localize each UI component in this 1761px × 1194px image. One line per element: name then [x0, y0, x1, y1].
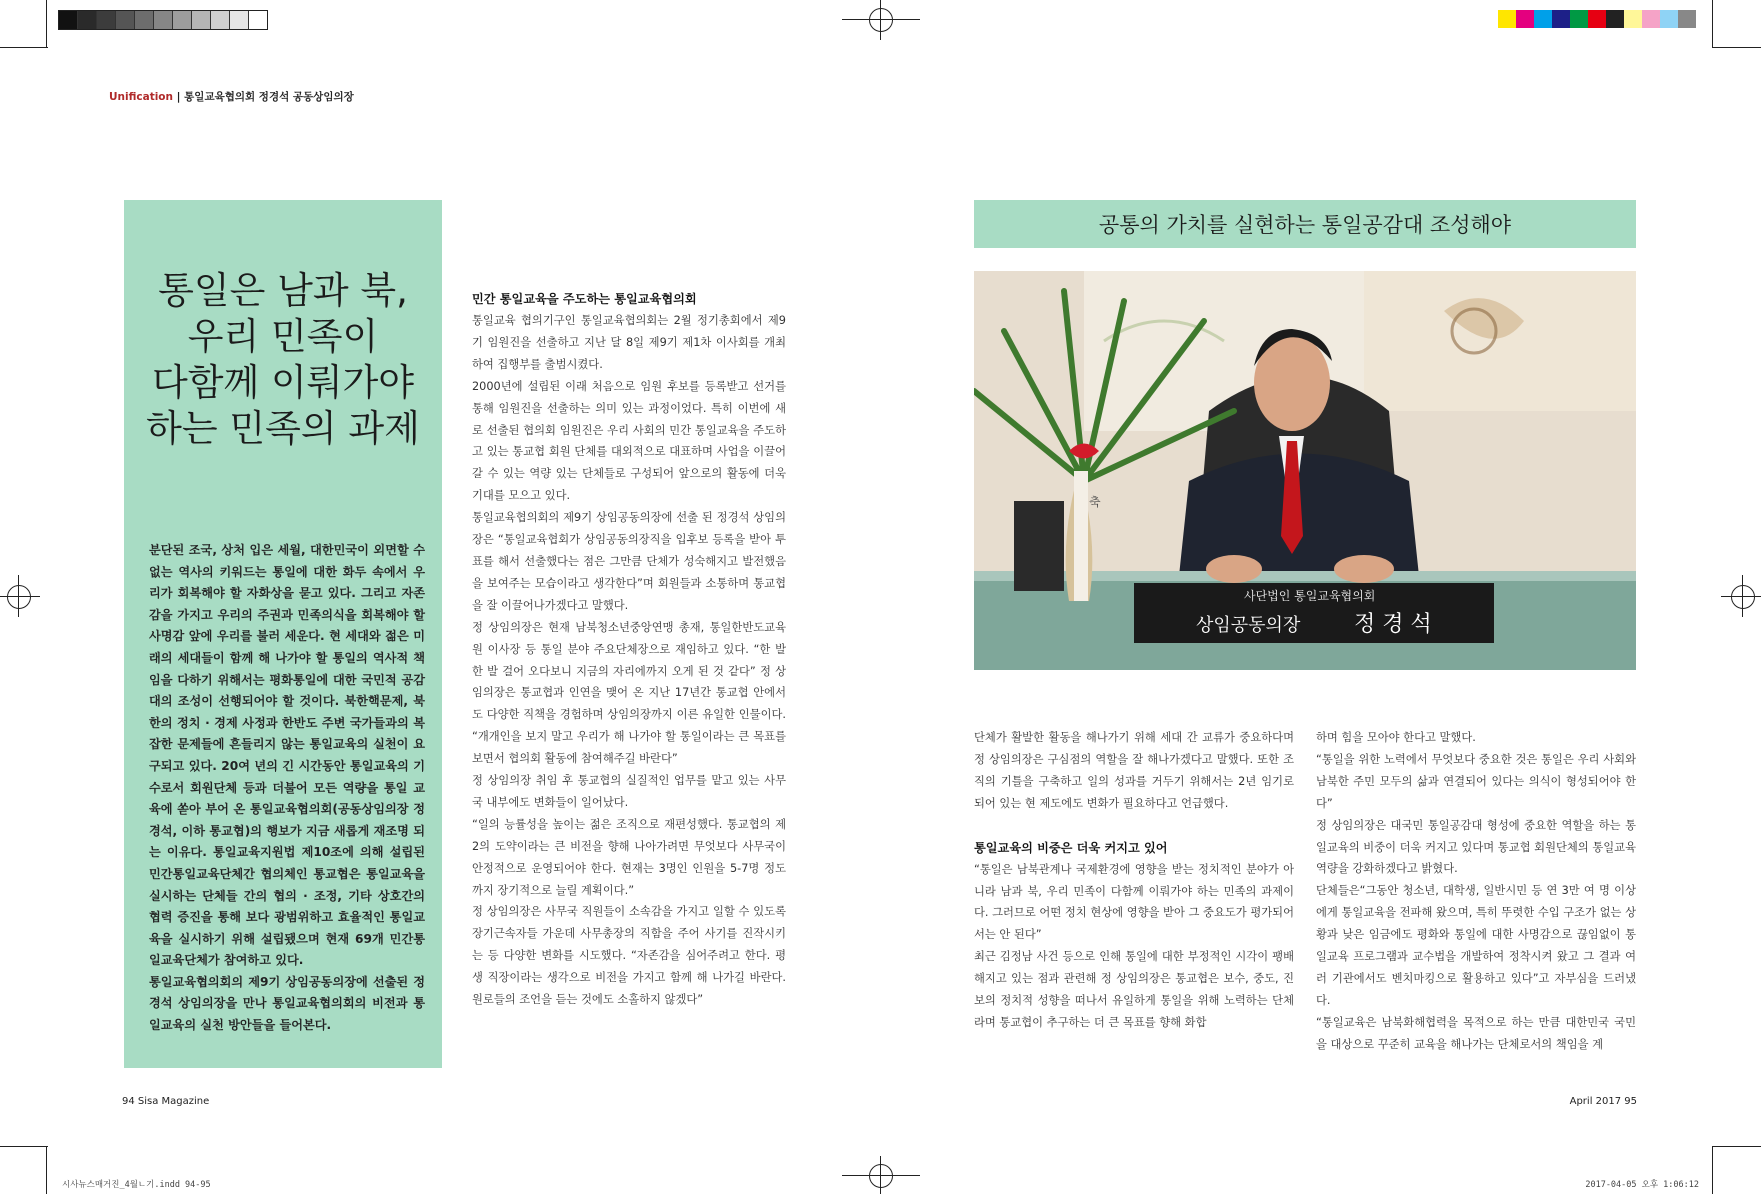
- body-paragraph: 단체들은“그동안 청소년, 대학생, 일반시민 등 연 3만 여 명 이상에게 통일교육을 전파해 왔으며, 특히 뚜렷한 수입 구조가 없는 상황과 낮은 임금에도 평화와 통일에 대한 사명감으로 끊임없이 통일교육 프로그램과 교수법을 개발하여 정착시켜 왔고 그 결과 여러 기관에서도 벤치마킹으로 활용하고 있다”고 자부심을 드러냈다.: [1316, 884, 1636, 1007]
- section-subhead: 통일교육의 비중은 더욱 커지고 있어: [974, 840, 1168, 855]
- headline-line: 통일은 남과 북,: [158, 269, 408, 312]
- headline-line: 하는 민족의 과제: [146, 407, 420, 450]
- body-paragraph: 정 상임의장은 현재 남북청소년중앙연맹 총재, 통일한반도교육원 이사장 등 통일 분야 주요단체장으로 재임하고 있다. “한 발 한 발 걸어 오다보니 지금의 자리에까지 오게 된 것 같다” 정 상임의장은 통교협과 인연을 맺어 온 지난 17년간 통교협 안에서도 다양한 직책을 경험하며 상임의장까지 이른 유일한 인물이다. “개개인을 보지 말고 우리가 해 나가야 할 통일이라는 큰 목표를 보면서 협의회 활동에 참여해주길 바란다”: [472, 620, 786, 766]
- intro-text: [149, 540, 425, 1037]
- running-header: [109, 89, 354, 104]
- nameplate-title: 상임공동의장: [1196, 615, 1301, 636]
- article-title-bar: 공통의 가치를 실현하는 통일공감대 조성해야: [974, 200, 1636, 248]
- header-separator: |: [176, 91, 181, 103]
- body-paragraph: 최근 김정남 사건 등으로 인해 통일에 대한 부정적인 시각이 팽배해지고 있는 점과 관련해 정 상임의장은 통교협은 보수, 중도, 진보의 정치적 성향을 떠나서 유일하게 통일을 위해 노력하는 단체라며 통교협이 추구하는 더 큰 목표를 향해 화합: [974, 950, 1294, 1029]
- intro-paragraph: 분단된 조국, 상처 입은 세월, 대한민국이 외면할 수 없는 역사의 키워드는 통일에 대한 화두 속에서 우리가 회복해야 할 자화상을 묻고 있다. 그리고 자존감을 가지고 우리의 주권과 민족의식을 회복해야 할 사명감 앞에 우리를 불러 세운다. 현 세대와 젊은 미래의 세대들이 함께 해 나가야 할 통일의 역사적 책임을 다하기 위해서는 평화통일에 대한 국민적 공감대의 조성이 선행되어야 할 것이다. 북한핵문제, 북한의 정치 · 경제 사정과 한반도 주변 국가들과의 복잡한 문제들에 흔들리지 않는 통일교육의 실천이 요구되고 있다. 20여 년의 긴 시간동안 통일교육의 기수로서 회원단체 등과 더불어 모든 역량을 통일 교육에 쏟아 부어 온 통일교육협의회(공동상임의장 정경석, 이하 통교협)의 행보가 지금 새롭게 재조명 되는 이유다. 통일교육지원법 제10조에 의해 설립된 민간통일교육단체간 협의체인 통교협은 통일교육을 실시하는 단체들 간의 협의 · 조정, 기타 상호간의 협력 증진을 통해 보다 광범위하고 효율적인 통일교육을 실시하기 위해 설립됐으며 현재 69개 민간통일교육단체가 참여하고 있다.: [149, 543, 425, 968]
- ribbon-text: 축: [1089, 495, 1101, 509]
- photo-illustration: [974, 271, 1636, 670]
- page-footer-left: 94 Sisa Magazine: [122, 1096, 210, 1107]
- process-color-bar: [1498, 10, 1696, 28]
- headline-line: 우리 민족이: [187, 315, 379, 358]
- body-paragraph: “통일교육은 남북화해협력을 목적으로 하는 만큼 대한민국 국민을 대상으로 꾸준히 교육을 해나가는 단체로서의 책임을 계: [1316, 1015, 1636, 1051]
- page-footer-right: April 2017 95: [1569, 1096, 1637, 1107]
- body-paragraph: 2000년에 설립된 이래 처음으로 임원 후보를 등록받고 선거를 통해 임원진을 선출하는 의미 있는 과정이었다. 특히 이번에 새로 선출된 협의회 임원진은 우리 사회의 민간 통일교육을 주도하고 있는 통교협 회원 단체를 대외적으로 대표하며 사업을 이끌어 갈 수 있는 역량 있는 단체들로 구성되어 앞으로의 활동에 더욱 기대를 모으고 있다.: [472, 379, 786, 503]
- article-column-4: [1316, 727, 1636, 1056]
- body-paragraph: 정 상임의장은 사무국 직원들이 소속감을 가지고 일할 수 있도록 장기근속자들 가운데 사무총장의 직함을 주어 사기를 진작시키는 등 다양한 변화를 시도했다. “자존감을 심어주려고 한다. 평생 직장이라는 생각으로 비전을 가지고 함께 해 나가길 바란다. 원로들의 조언을 듣는 것에도 소홀하지 않겠다”: [472, 905, 786, 1007]
- nameplate-org: 사단법인 통일교육협의회: [1244, 589, 1376, 603]
- portrait-photo: [974, 271, 1636, 670]
- headline-line: 다함께 이뤄가야: [152, 361, 414, 404]
- grayscale-color-bar: [58, 10, 268, 30]
- main-headline: [124, 268, 442, 452]
- body-paragraph: 정 상임의장 취임 후 통교협의 실질적인 업무를 맡고 있는 사무국 내부에도 변화들이 일어났다.: [472, 774, 786, 809]
- body-paragraph: 하며 힘을 모아야 한다고 말했다.: [1316, 731, 1476, 744]
- intro-paragraph: 통일교육협의회의 제9기 상임공동의장에 선출된 정경석 상임의장을 만나 통일교육협의회의 비전과 통일교육의 실천 방안들을 들어본다.: [149, 974, 425, 1033]
- body-paragraph: 통일교육협의회의 제9기 상임공동의장에 선출 된 정경석 상임의장은 “통일교육협회가 상임공동의장직을 입후보 등록을 받아 투표를 해서 선출했다는 점은 그만큼 단체가 성숙해지고 발전했음을 보여주는 모습이라고 생각한다”며 회원들과 소통하며 통교협을 잘 이끌어나가겠다고 말했다.: [472, 511, 786, 612]
- print-slug-left: 시사뉴스매거진_4월ㄴ기.indd 94-95: [62, 1180, 211, 1190]
- body-paragraph: 정 상임의장은 대국민 통일공감대 형성에 중요한 역할을 하는 통일교육의 비중이 더욱 커지고 있다며 통교협 회원단체의 통일교육 역량을 강화하겠다고 밝혔다.: [1316, 818, 1636, 876]
- body-paragraph: 통일교육 협의기구인 통일교육협의회는 2월 정기총회에서 제9기 임원진을 선출하고 지난 달 8일 제9기 제1차 이사회를 개최하여 집행부를 출범시켰다.: [472, 314, 786, 371]
- nameplate-name: 정 경 석: [1354, 612, 1432, 637]
- header-section-title: 통일교육협의회 정경석 공동상임의장: [184, 91, 354, 103]
- body-paragraph: 단체가 활발한 활동을 해나가기 위해 세대 간 교류가 중요하다며 정 상임의장은 구심점의 역할을 잘 해나가겠다고 말했다. 또한 조직의 기틀을 구축하고 일의 성과를 거두기 위해서는 2년 임기로 되어 있는 현 제도에도 변화가 필요하다고 언급했다.: [974, 731, 1294, 810]
- article-column-3: [974, 727, 1294, 1034]
- body-paragraph: “통일을 위한 노력에서 무엇보다 중요한 것은 통일은 우리 사회와 남북한 주민 모두의 삶과 연결되어 있다는 의식이 형성되어야 한다”: [1316, 752, 1636, 810]
- article-column-1: [472, 288, 786, 1011]
- print-slug-right: 2017-04-05 오후 1:06:12: [1585, 1180, 1699, 1190]
- section-subhead: 민간 통일교육을 주도하는 통일교육협의회: [472, 292, 697, 306]
- body-paragraph: “통일은 남북관계나 국제환경에 영향을 받는 정치적인 분야가 아니라 남과 북, 우리 민족이 다함께 이뤄가야 하는 민족의 과제이다. 그러므로 어떤 정치 현상에 영향을 받아 그 중요도가 평가되어서는 안 된다”: [974, 862, 1294, 942]
- section-brand: Unification: [109, 91, 173, 103]
- headline-panel: [124, 200, 442, 1068]
- body-paragraph: “일의 능률성을 높이는 젊은 조직으로 재편성했다. 통교협의 제2의 도약이라는 큰 비전을 향해 나아가려면 무엇보다 사무국이 안정적으로 운영되어야 한다. 현재는 3명인 인원을 5-7명 정도까지 장기적으로 늘릴 계획이다.”: [472, 817, 786, 897]
